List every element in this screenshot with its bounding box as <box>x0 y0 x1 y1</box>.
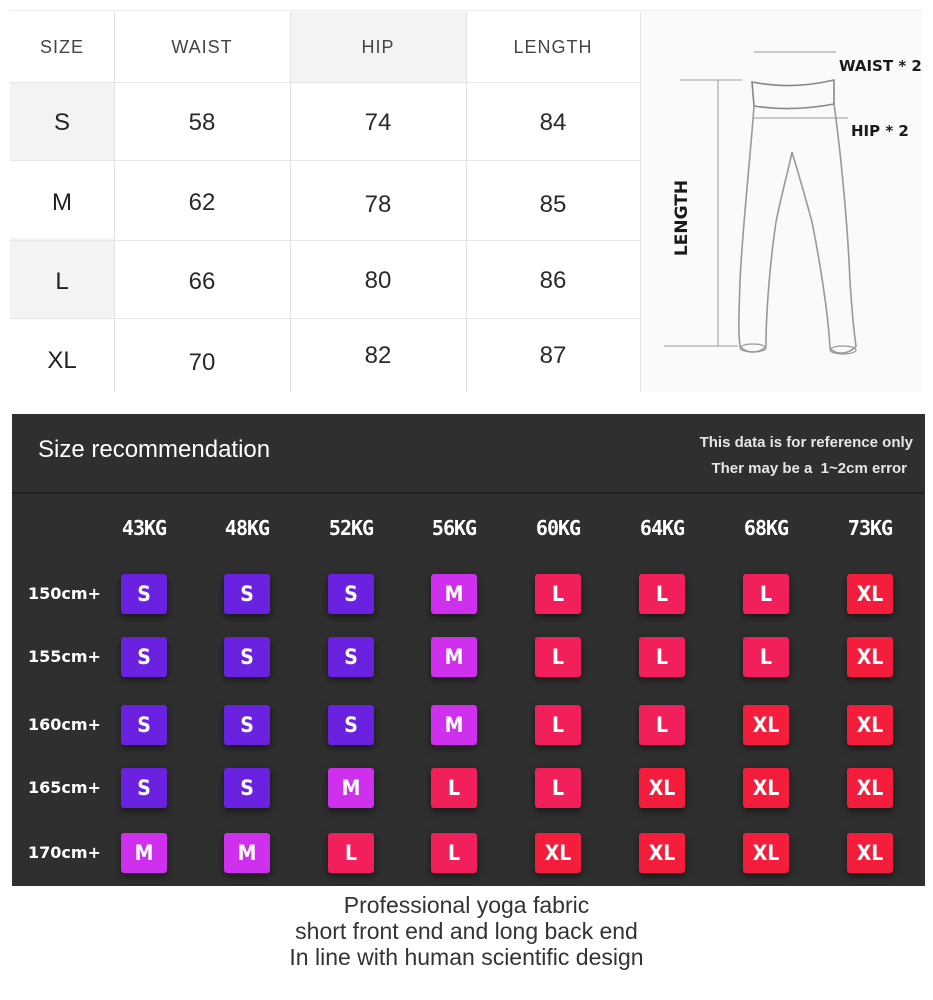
weight-label: 64KG <box>639 516 685 540</box>
waist-cell: 66 <box>188 268 216 295</box>
size-badge: L <box>743 637 789 677</box>
caption-line: Professional yoga fabric <box>343 892 590 918</box>
length-cell: 84 <box>539 109 567 136</box>
size-badge: XL <box>743 833 789 873</box>
size-badge: M <box>431 574 477 614</box>
height-label: 170cm+ <box>28 843 101 862</box>
size-badge: XL <box>847 768 893 808</box>
height-label: 160cm+ <box>28 715 101 734</box>
weight-label: 48KG <box>224 516 270 540</box>
reference-note: This data is for reference only <box>699 434 913 451</box>
header-length: LENGTH <box>513 36 593 57</box>
size-badge: M <box>431 637 477 677</box>
size-badge: M <box>328 768 374 808</box>
height-label: 165cm+ <box>28 778 101 797</box>
size-badge: S <box>121 574 167 614</box>
header-hip: HIP <box>361 36 395 57</box>
size-cell: M <box>52 189 72 216</box>
hip-cell: 78 <box>364 191 392 218</box>
column-divider <box>640 12 641 392</box>
header-waist: WAIST <box>171 36 233 57</box>
hip-cell: 82 <box>364 342 392 369</box>
length-cell: 87 <box>539 342 567 369</box>
caption-line: In line with human scientific design <box>289 944 644 970</box>
size-badge: XL <box>847 705 893 745</box>
header-size: SIZE <box>39 36 84 57</box>
size-cell: XL <box>47 347 77 374</box>
size-badge: XL <box>535 833 581 873</box>
size-badge: L <box>639 705 685 745</box>
size-table <box>10 12 640 392</box>
height-label: 155cm+ <box>28 647 101 666</box>
row-divider <box>10 82 640 83</box>
size-badge: L <box>328 833 374 873</box>
size-badge: S <box>224 574 270 614</box>
size-badge: XL <box>743 768 789 808</box>
panel-header <box>12 414 925 494</box>
size-badge: L <box>535 574 581 614</box>
top-border <box>10 10 922 11</box>
hip-cell: 74 <box>364 109 392 136</box>
size-badge: L <box>431 768 477 808</box>
size-badge: L <box>535 705 581 745</box>
weight-label: 68KG <box>743 516 789 540</box>
size-badge: XL <box>847 833 893 873</box>
size-badge: L <box>535 768 581 808</box>
size-badge: S <box>121 768 167 808</box>
hip-cell: 80 <box>364 267 392 294</box>
size-cell: S <box>53 109 70 136</box>
product-caption <box>0 892 933 970</box>
panel-title: Size recommendation <box>38 436 271 463</box>
weight-label: 60KG <box>535 516 581 540</box>
size-badge: L <box>639 637 685 677</box>
size-recommendation-panel <box>12 414 925 886</box>
size-badge: M <box>121 833 167 873</box>
length-cell: 86 <box>539 267 567 294</box>
size-badge: L <box>639 574 685 614</box>
size-badge: L <box>431 833 477 873</box>
weight-label: 52KG <box>328 516 374 540</box>
size-badge: S <box>121 705 167 745</box>
size-badge: S <box>224 705 270 745</box>
size-badge: S <box>224 637 270 677</box>
size-badge: S <box>121 637 167 677</box>
weight-label: 43KG <box>121 516 167 540</box>
size-badge: XL <box>847 637 893 677</box>
error-note: Ther may be a 1~2cm error <box>711 460 907 477</box>
size-badge: XL <box>743 705 789 745</box>
size-badge: XL <box>639 833 685 873</box>
size-cell: L <box>55 268 69 295</box>
length-label: LENGTH <box>672 179 692 257</box>
size-badge: XL <box>847 574 893 614</box>
waist-cell: 70 <box>188 349 216 376</box>
size-badge: L <box>743 574 789 614</box>
length-cell: 85 <box>539 191 567 218</box>
size-badge: L <box>535 637 581 677</box>
leggings-diagram <box>642 12 922 392</box>
size-badge: S <box>328 574 374 614</box>
waist-cell: 62 <box>188 189 216 216</box>
height-label: 150cm+ <box>28 584 101 603</box>
weight-label: 73KG <box>847 516 893 540</box>
size-badge: S <box>328 637 374 677</box>
size-badge: XL <box>639 768 685 808</box>
hip-label: HIP * 2 <box>851 122 909 140</box>
size-badge: M <box>431 705 477 745</box>
waist-cell: 58 <box>188 109 216 136</box>
caption-line: short front end and long back end <box>295 918 638 944</box>
weight-label: 56KG <box>431 516 477 540</box>
waist-label: WAIST * 2 <box>839 57 922 75</box>
size-badge: S <box>224 768 270 808</box>
size-badge: S <box>328 705 374 745</box>
size-badge: M <box>224 833 270 873</box>
